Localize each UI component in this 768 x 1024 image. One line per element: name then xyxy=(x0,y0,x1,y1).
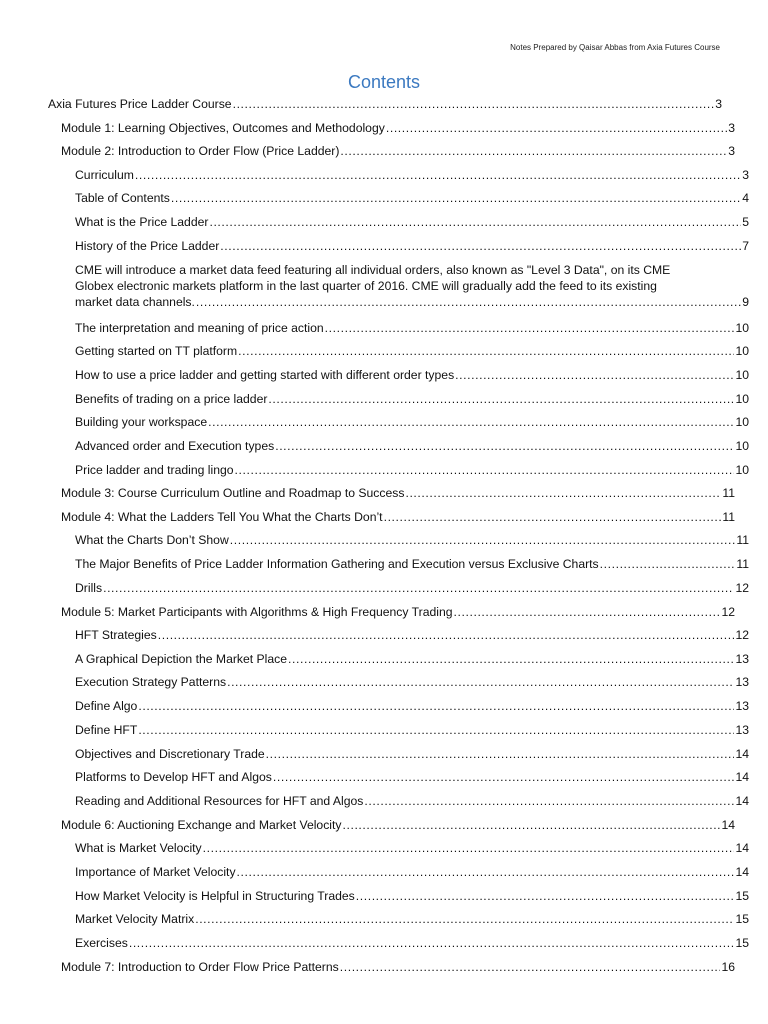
toc-entry-title-line: Globex electronic markets platform in the last quarter of 2016. CME will gradually add the feed to its existing xyxy=(75,278,657,293)
toc-entry-title: Reading and Additional Resources for HFT and Algos xyxy=(75,793,364,808)
toc-entry[interactable] xyxy=(48,959,735,975)
dot-leader xyxy=(233,96,715,112)
toc-entry-page: 10 xyxy=(735,439,749,453)
toc-entry[interactable] xyxy=(48,214,749,230)
toc-entry-title: How Market Velocity is Helpful in Structuring Trades xyxy=(75,888,355,903)
toc-entry-title: Objectives and Discretionary Trade xyxy=(75,746,265,761)
dot-leader xyxy=(235,462,735,478)
toc-entry-page: 12 xyxy=(735,580,749,595)
toc-entry-title: Importance of Market Velocity xyxy=(75,864,236,879)
toc-entry-title: Module 1: Learning Objectives, Outcomes and Methodology xyxy=(61,120,385,135)
toc-entry-page: 10 xyxy=(735,320,749,335)
toc-entry-page: 13 xyxy=(735,675,749,690)
toc-entry-page: 15 xyxy=(735,912,749,927)
contents-title: Contents xyxy=(347,72,421,92)
toc-entry-page: 4 xyxy=(742,191,749,206)
toc-entry[interactable] xyxy=(48,262,749,310)
toc-entry-page: 10 xyxy=(735,344,749,359)
toc-entry-page: 3 xyxy=(728,144,735,159)
toc-entry-page: 10 xyxy=(735,391,749,406)
toc-entry[interactable] xyxy=(48,532,749,548)
toc-entry-title: Module 7: Introduction to Order Flow Price Patterns xyxy=(61,959,339,974)
toc-entry[interactable] xyxy=(48,238,749,254)
toc-entry[interactable] xyxy=(48,651,749,667)
dot-leader xyxy=(237,864,735,880)
dot-leader xyxy=(454,604,721,620)
dot-leader xyxy=(203,840,735,856)
toc-entry[interactable] xyxy=(48,438,749,454)
toc-entry-page: 11 xyxy=(736,557,749,572)
dot-leader xyxy=(129,935,735,951)
toc-entry[interactable] xyxy=(48,414,749,430)
toc-entry[interactable] xyxy=(48,746,749,762)
toc-entry[interactable] xyxy=(48,698,749,714)
dot-leader xyxy=(275,438,734,454)
toc-entry[interactable] xyxy=(48,722,749,738)
toc-entry[interactable] xyxy=(48,911,749,927)
dot-leader xyxy=(135,167,741,183)
toc-entry-page: 7 xyxy=(742,238,749,253)
toc-entry-title: The interpretation and meaning of price action xyxy=(75,320,324,335)
toc-entry[interactable] xyxy=(48,96,722,112)
toc-entry[interactable] xyxy=(48,627,749,643)
toc-entry-title: Advanced order and Execution types xyxy=(75,439,275,453)
dot-leader xyxy=(208,414,734,430)
toc-entry-title: Execution Strategy Patterns xyxy=(75,675,227,690)
toc-entry[interactable] xyxy=(48,120,735,136)
dot-leader xyxy=(364,793,734,809)
toc-entry-title: Module 4: What the Ladders Tell You What the Charts Don’t xyxy=(61,509,383,524)
toc-entry-title: What the Charts Don’t Show xyxy=(75,533,229,548)
toc-entry-title: Platforms to Develop HFT and Algos xyxy=(75,770,272,785)
toc-entry-page: 14 xyxy=(735,841,749,856)
toc-entry[interactable] xyxy=(48,769,749,785)
toc-entry-title: A Graphical Depiction the Market Place xyxy=(75,651,288,666)
toc-entry-page: 12 xyxy=(735,628,749,642)
dot-leader xyxy=(600,556,736,572)
toc-entry-title: How to use a price ladder and getting started with different order types xyxy=(75,367,455,382)
dot-leader xyxy=(238,343,734,359)
toc-entry-page: 9 xyxy=(742,294,749,309)
dot-leader xyxy=(342,817,720,833)
toc-entry-title: Define HFT xyxy=(75,722,138,737)
toc-entry-page: 3 xyxy=(715,97,722,111)
toc-entry[interactable] xyxy=(48,462,749,478)
dot-leader xyxy=(288,651,734,667)
toc-entry-page: 14 xyxy=(735,746,749,761)
dot-leader xyxy=(405,485,721,501)
toc-entry-page: 12 xyxy=(721,604,735,619)
toc-entry[interactable] xyxy=(48,143,735,159)
toc-entry-title: Axia Futures Price Ladder Course xyxy=(48,97,232,111)
toc-entry-page: 5 xyxy=(742,215,749,230)
toc-entry[interactable] xyxy=(48,935,749,951)
dot-leader xyxy=(455,367,734,383)
toc-entry-title: History of the Price Ladder xyxy=(75,238,220,253)
toc-entry[interactable] xyxy=(48,604,735,620)
toc-entry-page: 11 xyxy=(722,486,735,501)
toc-entry-title: Getting started on TT platform xyxy=(75,344,238,359)
dot-leader xyxy=(384,509,722,525)
toc-entry-title: The Major Benefits of Price Ladder Information Gathering and Execution versus Exclusive Charts xyxy=(75,557,599,572)
toc-entry-page: 14 xyxy=(721,817,735,832)
dot-leader xyxy=(340,143,727,159)
toc-entry-title: Module 5: Market Participants with Algorithms & High Frequency Trading xyxy=(61,604,453,619)
toc-entry[interactable] xyxy=(48,817,735,833)
dot-leader xyxy=(138,698,734,714)
dot-leader xyxy=(268,391,734,407)
toc-entry-title: Price ladder and trading lingo xyxy=(75,462,234,477)
toc-entry-page: 11 xyxy=(736,533,749,548)
dot-leader xyxy=(340,959,721,975)
dot-leader xyxy=(266,746,735,762)
toc-entry-page: 15 xyxy=(735,935,749,950)
toc-entry[interactable] xyxy=(48,888,749,904)
toc-entry[interactable] xyxy=(48,485,735,501)
toc-entry[interactable] xyxy=(48,840,749,856)
toc-entry-page: 13 xyxy=(735,699,749,714)
dot-leader xyxy=(325,320,735,336)
dot-leader xyxy=(195,911,734,927)
dot-leader xyxy=(103,580,734,596)
toc-entry-title: Building your workspace xyxy=(75,415,208,430)
dot-leader xyxy=(273,769,735,785)
toc-entry[interactable] xyxy=(48,556,749,572)
toc-entry-page: 14 xyxy=(735,864,749,879)
toc-entry-title-line: CME will introduce a market data feed featuring all individual orders, also known as "Level 3 Data", on its CME xyxy=(75,262,671,277)
dot-leader xyxy=(386,120,727,136)
toc-entry[interactable] xyxy=(48,343,749,359)
toc-entry-title: Benefits of trading on a price ladder xyxy=(75,391,268,406)
toc-entry-title: Curriculum xyxy=(75,167,134,182)
dot-leader xyxy=(220,238,741,254)
toc-entry[interactable] xyxy=(48,674,749,690)
dot-leader xyxy=(230,532,736,548)
toc-entry-page: 10 xyxy=(735,415,749,430)
toc-entry[interactable] xyxy=(48,320,749,336)
toc-entry-title: Define Algo xyxy=(75,699,138,714)
toc-entry-page: 10 xyxy=(735,367,749,382)
toc-entry-title: HFT Strategies xyxy=(75,628,157,642)
dot-leader xyxy=(158,627,735,643)
dot-leader xyxy=(138,722,734,738)
toc-entry-title: Market Velocity Matrix xyxy=(75,912,195,927)
toc-entry-page: 3 xyxy=(728,120,735,135)
toc-entry[interactable] xyxy=(48,580,749,596)
toc-entry-title: Module 3: Course Curriculum Outline and Roadmap to Success xyxy=(61,486,405,501)
toc-entry-title: Table of Contents xyxy=(75,191,170,206)
toc-entry-title: Module 6: Auctioning Exchange and Market Velocity xyxy=(61,817,342,832)
toc-entry-title: What is Market Velocity xyxy=(75,841,202,856)
toc-entry-title: Module 2: Introduction to Order Flow (Price Ladder) xyxy=(61,144,340,159)
dot-leader xyxy=(196,294,741,310)
toc-entry-page: 13 xyxy=(735,722,749,737)
toc-entry[interactable] xyxy=(48,167,749,183)
toc-entry-title: What is the Price Ladder xyxy=(75,215,209,230)
toc-entry[interactable] xyxy=(48,864,749,880)
toc-entry-page: 10 xyxy=(735,462,749,477)
toc-entry-title: Drills xyxy=(75,580,103,595)
toc-entry-page: 14 xyxy=(735,770,749,785)
toc-entry[interactable] xyxy=(48,391,749,407)
toc-entry[interactable] xyxy=(48,509,735,525)
toc-entry-page: 16 xyxy=(721,959,735,974)
dot-leader xyxy=(171,190,741,206)
toc-entry[interactable] xyxy=(48,190,749,206)
toc-entry-page: 15 xyxy=(735,888,749,903)
toc-entry[interactable] xyxy=(48,793,749,809)
toc-entry-title: Exercises xyxy=(75,935,128,950)
dot-leader xyxy=(227,674,734,690)
toc-entry-page: 11 xyxy=(722,509,735,524)
header-note: Notes Prepared by Qaisar Abbas from Axia Futures Course xyxy=(510,43,720,52)
toc-entry-page: 14 xyxy=(735,793,749,808)
dot-leader xyxy=(356,888,735,904)
toc-entry-title-line: market data channels. xyxy=(75,294,195,309)
toc-entry-page: 13 xyxy=(735,651,749,666)
toc-entry[interactable] xyxy=(48,367,749,383)
toc-entry-page: 3 xyxy=(742,167,749,182)
dot-leader xyxy=(209,214,741,230)
